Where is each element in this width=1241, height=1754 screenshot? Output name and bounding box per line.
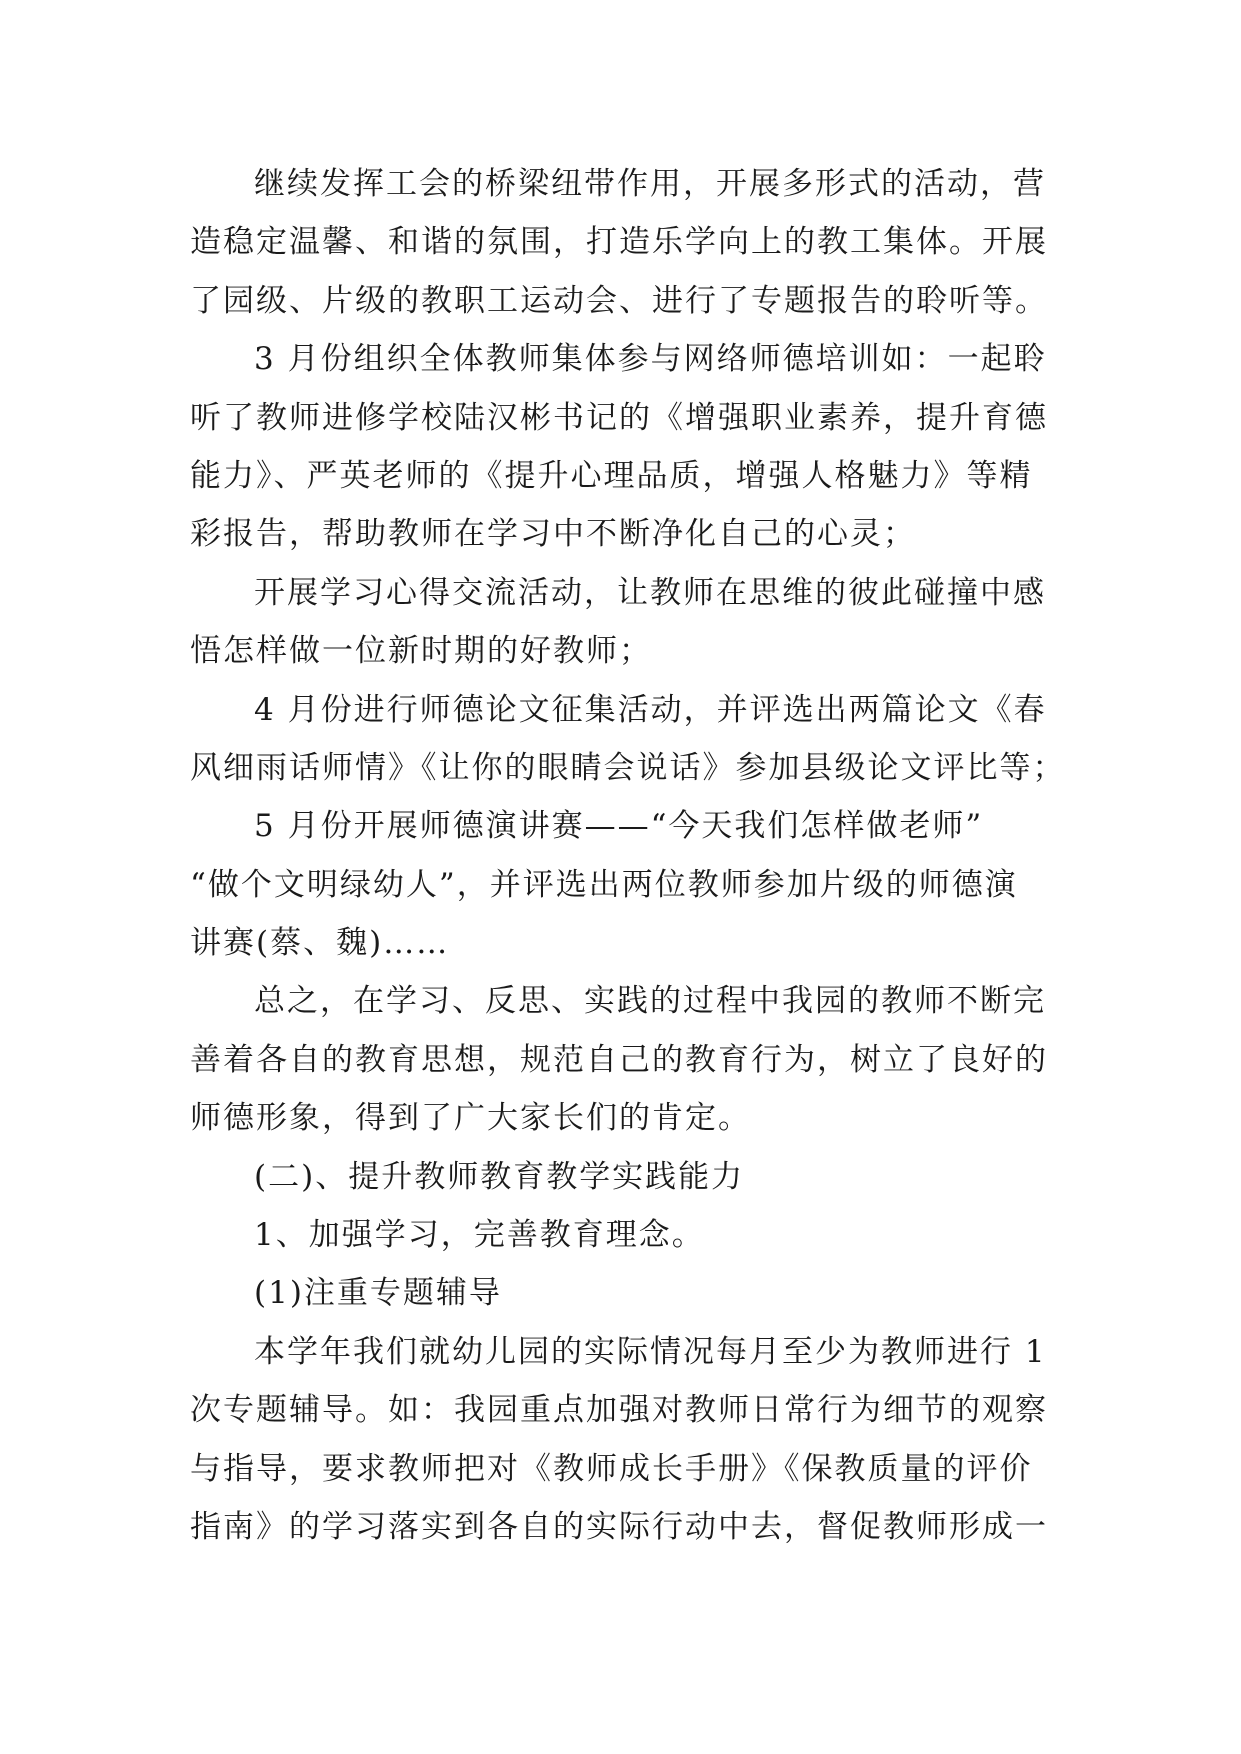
text-line: 总之，在学习、反思、实践的过程中我园的教师不断完 <box>254 983 1046 1020</box>
text-line: 指南》的学习落实到各自的实际行动中去，督促教师形成一 <box>190 1508 1048 1545</box>
text-line: 5 月份开展师德演讲赛——“今天我们怎样做老师” <box>254 808 984 845</box>
text-line: 开展学习心得交流活动，让教师在思维的彼此碰撞中感 <box>254 574 1046 611</box>
subsection-heading: (1)注重专题辅导 <box>254 1275 502 1312</box>
text-line: 能力》、严英老师的《提升心理品质，增强人格魅力》等精 <box>190 457 1033 494</box>
text-line: 彩报告，帮助教师在学习中不断净化自己的心灵； <box>190 516 916 553</box>
text-line: 听了教师进修学校陆汉彬书记的《增强职业素养，提升育德 <box>190 399 1048 436</box>
text-line: 次专题辅导。如：我园重点加强对教师日常行为细节的观察 <box>190 1392 1048 1429</box>
text-line: 了园级、片级的教职工运动会、进行了专题报告的聆听等。 <box>190 282 1048 319</box>
section-heading: (二)、提升教师教育教学实践能力 <box>254 1158 745 1195</box>
text-line: 师德形象，得到了广大家长们的肯定。 <box>190 1100 751 1137</box>
text-line: 造稳定温馨、和谐的氛围，打造乐学向上的教工集体。开展 <box>190 224 1048 261</box>
text-line: 悟怎样做一位新时期的好教师； <box>190 633 652 670</box>
text-line: 风细雨话师情》《让你的眼睛会说话》参加县级论文评比等； <box>190 749 1066 786</box>
text-line: 善着各自的教育思想，规范自己的教育行为，树立了良好的 <box>190 1041 1048 1078</box>
document-page <box>190 155 1070 1556</box>
text-line: 与指导，要求教师把对《教师成长手册》《保教质量的评价 <box>190 1450 1033 1487</box>
text-line: “做个文明绿幼人”，并评选出两位教师参加片级的师德演 <box>190 866 1018 903</box>
text-line: 继续发挥工会的桥梁纽带作用，开展多形式的活动，营 <box>254 166 1046 202</box>
text-line: 讲赛(蔡、魏)…… <box>190 925 450 962</box>
text-line: 3 月份组织全体教师集体参与网络师德培训如：一起聆 <box>254 341 1047 378</box>
subsection-heading: 1、加强学习，完善教育理念。 <box>254 1217 705 1254</box>
text-line: 4 月份进行师德论文征集活动，并评选出两篇论文《春 <box>254 691 1047 728</box>
text-line: 本学年我们就幼儿园的实际情况每月至少为教师进行 1 <box>254 1333 1047 1370</box>
